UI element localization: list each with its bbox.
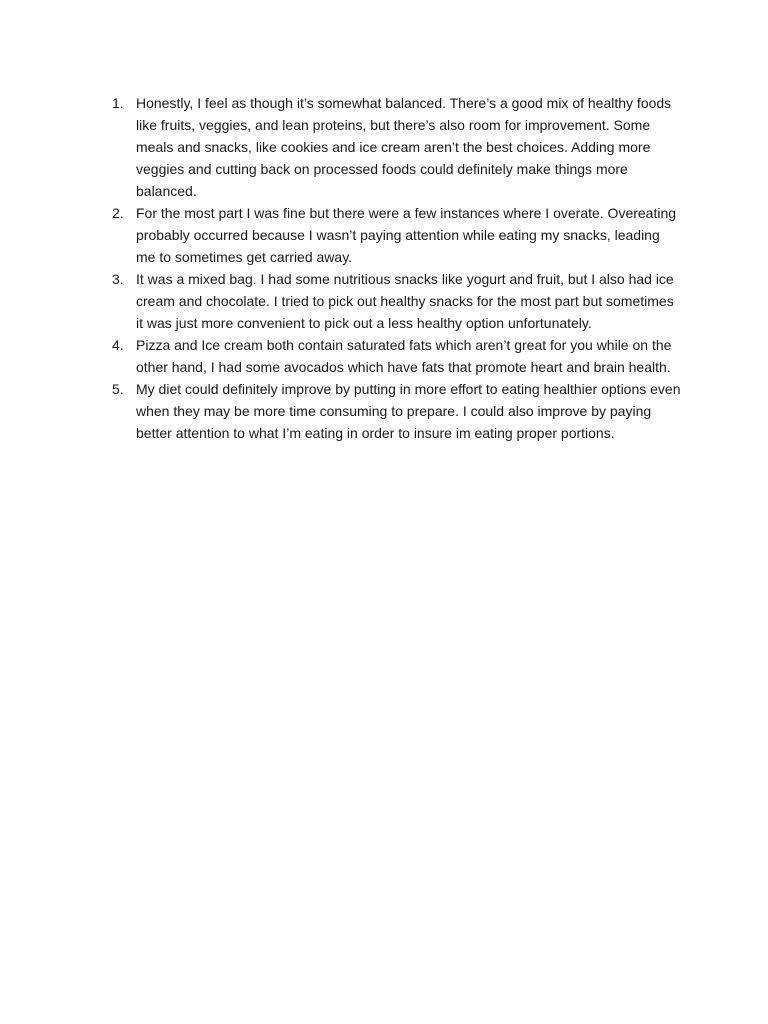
answer-text: Pizza and Ice cream both contain saturated fats which aren’t great for you while on the other hand, I had some avocados which have fats that promote heart and brain health. (136, 337, 672, 375)
answer-number: 2. (112, 205, 124, 221)
answer-item-2 (112, 202, 682, 268)
answer-item-3 (112, 268, 682, 334)
answer-number: 3. (112, 271, 124, 287)
answer-item-5 (112, 378, 682, 444)
answer-text: It was a mixed bag. I had some nutritious snacks like yogurt and fruit, but I also had ice cream and chocolate. I tried to pick out healthy snacks for the most part but sometimes it was just more convenient to pick out a less healthy option unfortunately. (136, 271, 674, 331)
answer-item-1 (112, 92, 682, 202)
answer-text: Honestly, I feel as though it’s somewhat balanced. There’s a good mix of healthy foods like fruits, veggies, and lean proteins, but there’s also room for improvement. Some meals and snacks, like cookies and ice cream aren’t the best choices. Adding more veggies and cutting back on processed foods could definitely make things more balanced. (136, 95, 672, 199)
answer-number: 4. (112, 337, 124, 353)
answer-text: My diet could definitely improve by putting in more effort to eating healthier options even when they may be more time consuming to prepare. I could also improve by paying better attention to what I’m eating in order to insure im eating proper portions. (136, 381, 681, 441)
answer-text: For the most part I was fine but there were a few instances where I overate. Overeating probably occurred because I wasn’t paying attention while eating my snacks, leading me to sometimes get carried away. (136, 205, 677, 265)
answer-number: 5. (112, 381, 124, 397)
answer-item-4 (112, 334, 682, 378)
numbered-answer-list (112, 92, 682, 444)
answer-number: 1. (112, 95, 124, 111)
